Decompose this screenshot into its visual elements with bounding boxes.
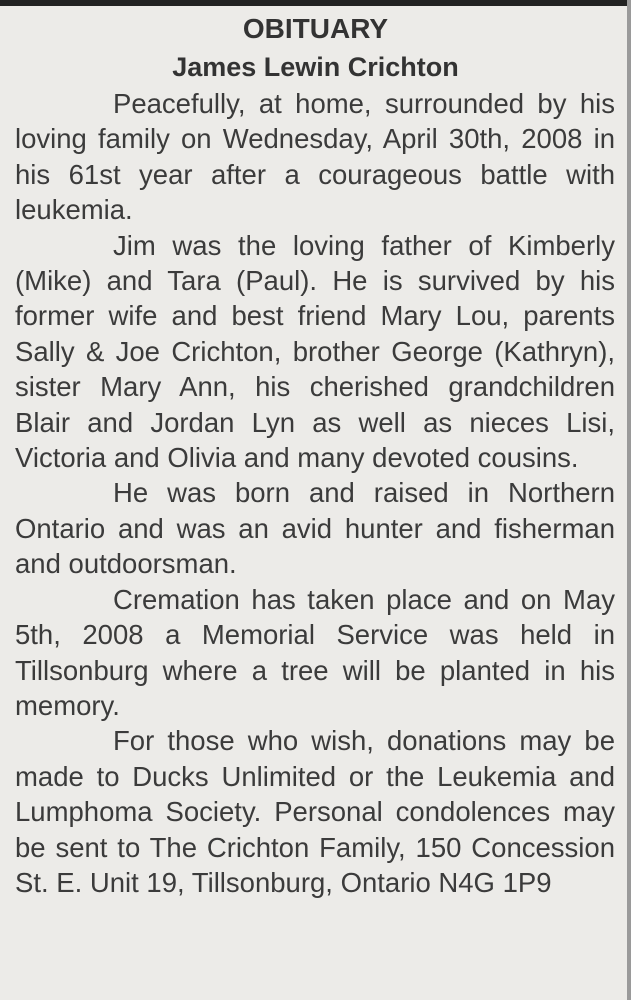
paragraph-passing: Peacefully, at home, surrounded by his loving family on Wednesday, April 30th, 2008 in his 61st year after a courageous battle with leukemia.	[15, 88, 615, 226]
paragraph-family: Jim was the loving father of Kimberly (Mike) and Tara (Paul). He is survived by his former wife and best friend Mary Lou, parents Sally & Joe Crichton, brother George (Kathryn), sister Mary Ann, his cherished grandchildren Blair and Jordan Lyn as well as nieces Lisi, Victoria and Olivia and many devoted cousins.	[15, 229, 615, 474]
obituary-title: OBITUARY	[242, 13, 389, 44]
deceased-name: James Lewin Crichton	[172, 52, 459, 82]
paragraph-background: He was born and raised in Northern Ontario and was an avid hunter and fisherman and outdoorsman.	[15, 477, 615, 580]
paragraph-donations: For those who wish, donations may be made to Ducks Unlimited or the Leukemia and Lumphoma Society. Personal condolences may be sent to The Crichton Family, 150 Concession St. E. Unit 19, Tillsonburg, Ontario N4G 1P9	[15, 725, 615, 898]
right-border-rule	[627, 0, 631, 1000]
top-border-rule	[0, 0, 631, 6]
obituary-body	[15, 86, 615, 900]
paragraph-service: Cremation has taken place and on May 5th, 2008 a Memorial Service was held in Tillsonburg where a tree will be planted in his memory.	[15, 583, 615, 721]
